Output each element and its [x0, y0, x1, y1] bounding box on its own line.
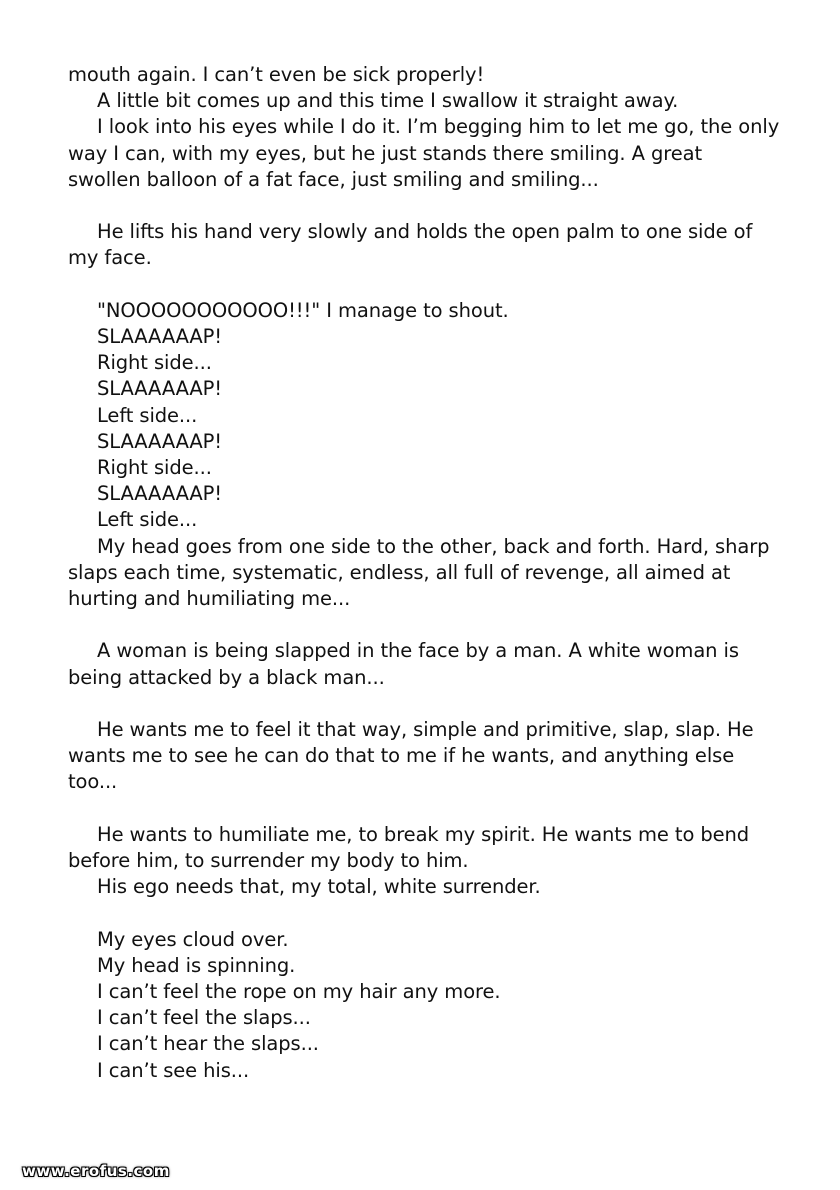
paragraph-gap: [68, 272, 780, 298]
paragraph: SLAAAAAAP!: [97, 429, 223, 453]
paragraph: SLAAAAAAP!: [97, 482, 223, 506]
paragraph: He lifts his hand very slowly and holds the open palm to one side of my face.: [68, 220, 753, 270]
paragraph: I can’t see his...: [97, 1058, 250, 1082]
page-text-body: [68, 62, 780, 1084]
paragraph: mouth again. I can’t even be sick properly!: [68, 63, 485, 86]
paragraph-gap: [68, 796, 780, 822]
paragraph: His ego needs that, my total, white surrender.: [97, 875, 541, 899]
paragraph: My head goes from one side to the other, back and forth. Hard, sharp slaps each time, systematic, endless, all full of revenge, all aimed at hurting and humiliating me...: [68, 534, 770, 611]
paragraph-gap: [68, 612, 780, 638]
paragraph: My eyes cloud over.: [97, 927, 289, 951]
paragraph: My head is spinning.: [97, 953, 296, 977]
paragraph: A little bit comes up and this time I swallow it straight away.: [97, 89, 679, 113]
paragraph: I look into his eyes while I do it. I’m begging him to let me go, the only way I can, with my eyes, but he just stands there smiling. A great swollen balloon of a fat face, just smiling and smiling...: [68, 115, 780, 191]
paragraph: A woman is being slapped in the face by a man. A white woman is being attacked by a black man...: [68, 639, 739, 689]
paragraph: He wants me to feel it that way, simple and primitive, slap, slap. He wants me to see he can do that to me if he wants, and anything else too...: [68, 718, 754, 794]
paragraph-gap: [68, 193, 780, 219]
paragraph: He wants to humiliate me, to break my spirit. He wants me to bend before him, to surrender my body to him.: [68, 822, 750, 873]
paragraph: SLAAAAAAP!: [97, 325, 223, 348]
paragraph: Left side...: [97, 403, 198, 427]
paragraph-gap: [68, 691, 780, 717]
site-watermark: www.erofus.com: [22, 1162, 170, 1180]
paragraph: Right side...: [97, 351, 212, 375]
paragraph: I can’t feel the slaps...: [97, 1006, 311, 1030]
paragraph-gap: [68, 900, 780, 926]
paragraph: Left side...: [97, 508, 198, 532]
paragraph: I can’t feel the rope on my hair any more.: [97, 980, 501, 1004]
paragraph: "NOOOOOOOOOOO!!!" I manage to shout.: [97, 298, 509, 322]
paragraph: SLAAAAAAP!: [97, 377, 223, 401]
paragraph: Right side...: [97, 456, 212, 480]
paragraph: I can’t hear the slaps...: [97, 1032, 319, 1056]
